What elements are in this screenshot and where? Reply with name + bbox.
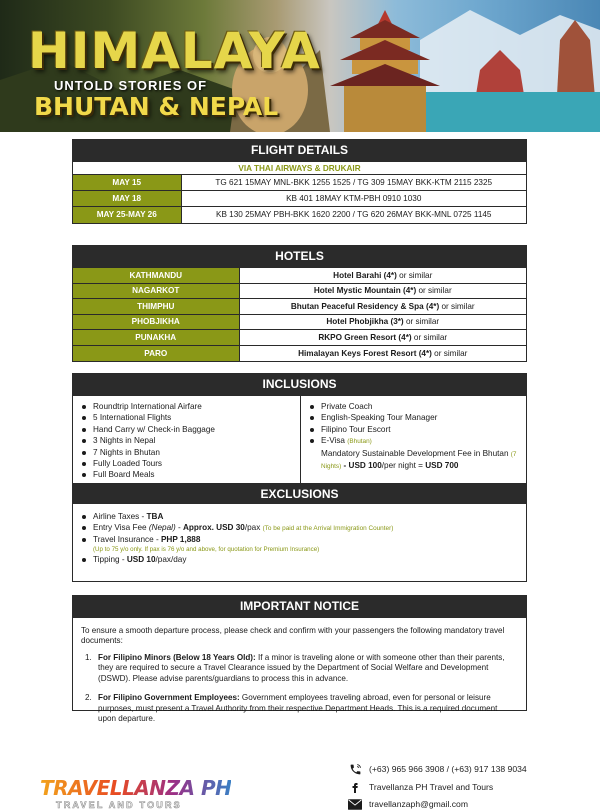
exclusion-text: Travel Insurance -	[93, 535, 161, 545]
hero-banner	[0, 0, 600, 132]
table-row	[73, 299, 526, 315]
hotel-name: Hotel Mystic Mountain (4*)	[313, 286, 417, 296]
hotel-cell	[239, 330, 526, 346]
inclusions-section	[72, 373, 527, 582]
notice-number: 2.	[85, 693, 92, 703]
list-item: Full Board Meals	[82, 469, 300, 480]
list-item: Private Coach	[310, 401, 526, 412]
list-item	[82, 554, 526, 565]
exclusions-list	[73, 504, 526, 565]
table-row	[73, 330, 526, 346]
exclusion-value: TBA	[146, 512, 164, 521]
table-row	[73, 175, 526, 191]
notice-title: For Filipino Minors (Below 18 Years Old):	[98, 653, 256, 662]
sdf-note: (7 Nights)	[321, 450, 517, 471]
inclusions-left-list	[73, 396, 301, 483]
hotel-suffix: or similar	[403, 317, 440, 327]
flight-detail: TG 621 15MAY MNL-BKK 1255 1525 / TG 309 15MAY BKK-KTM 2115 2325	[181, 175, 526, 191]
list-item	[82, 522, 526, 534]
hotels-section	[72, 245, 527, 362]
list-item: Fully Loaded Tours	[82, 458, 300, 469]
list-item	[81, 653, 516, 684]
flight-details-section	[72, 139, 527, 224]
table-row	[73, 314, 526, 330]
hotel-name: Hotel Phobjikha (3*)	[326, 317, 404, 327]
exclusion-unit: /pax	[244, 523, 263, 533]
notice-text: If a minor is traveling alone or with someone other than their parents, they are required to secure a Travel Clearance issued by the Department of Social Welfare and Development (DSWD). Please advise parents/guardians to process this in advance.	[98, 653, 505, 683]
sdf-rate: USD 100	[348, 461, 382, 471]
flight-date: MAY 15	[73, 175, 181, 191]
notice-intro: To ensure a smooth departure process, please check and confirm with your passengers the following mandatory travel documents:	[73, 617, 526, 646]
hotels-table	[73, 267, 526, 361]
pagoda-image	[330, 10, 440, 132]
facebook-icon	[348, 780, 362, 794]
hotel-city: KATHMANDU	[73, 268, 239, 284]
hotel-city: PHOBJIKHA	[73, 314, 239, 330]
phone-icon	[348, 762, 362, 776]
list-item: Filipino Tour Escort	[310, 424, 526, 435]
hotel-cell	[239, 283, 526, 299]
exclusion-text: Tipping -	[93, 554, 127, 564]
airline-line: VIA THAI AIRWAYS & DRUKAIR	[73, 161, 526, 174]
hotel-cell	[239, 299, 526, 315]
sdf-sep: -	[341, 461, 349, 471]
hotel-name: Hotel Barahi (4*)	[333, 270, 397, 280]
hotel-name: RKPO Green Resort (4*)	[318, 332, 412, 342]
inclusions-header: INCLUSIONS	[73, 374, 526, 395]
notice-list	[73, 646, 526, 724]
hotel-suffix: or similar	[439, 301, 475, 311]
hotel-name: Bhutan Peaceful Residency & Spa (4*)	[290, 301, 440, 311]
notice-title: For Filipino Government Employees:	[98, 693, 240, 703]
evisa-note: (Bhutan)	[347, 438, 372, 446]
hotel-cell	[239, 268, 526, 284]
exclusion-value: USD 10	[126, 554, 156, 564]
list-item: 3 Nights in Nepal	[82, 435, 300, 446]
exclusion-unit: /pax/day	[155, 554, 187, 564]
notice-number: 1.	[85, 653, 92, 662]
hotel-city: PARO	[73, 345, 239, 361]
exclusion-country: (Nepal)	[148, 523, 176, 533]
sdf-total: USD 700	[425, 461, 459, 471]
phone-numbers: (+63) 965 966 3908 / (+63) 917 138 9034	[369, 764, 527, 774]
notice-text: Government employees traveling abroad, even for personal or leisure purposes, must present a Travel Authority from their respective Department Heads. This is a required document upon departure.	[98, 693, 498, 724]
hotel-city: NAGARKOT	[73, 283, 239, 299]
mail-icon	[348, 797, 362, 810]
hotel-suffix: or similar	[416, 286, 452, 296]
notice-header: IMPORTANT NOTICE	[73, 596, 526, 617]
brand-name: TRAVELLANZA PH	[40, 776, 232, 800]
list-item: 5 International Flights	[82, 412, 300, 423]
flight-table	[73, 174, 526, 223]
hotel-cell	[239, 314, 526, 330]
banner-subtitle-main: BHUTAN & NEPAL	[34, 92, 279, 121]
banner-title: HIMALAYA	[28, 22, 321, 80]
insurance-note: (Up to 75 y/o only. If pax is 76 y/o and above, for quotation for Premium Insurance)	[93, 545, 320, 553]
hotel-suffix: or similar	[431, 348, 468, 358]
list-item: Roundtrip International Airfare	[82, 401, 300, 412]
contact-email	[348, 797, 468, 810]
exclusion-text: Entry Visa Fee	[93, 523, 149, 533]
important-notice-section	[72, 595, 527, 724]
brand-tagline: TRAVEL AND TOURS	[56, 800, 182, 810]
banner-subtitle-top: UNTOLD STORIES OF	[54, 78, 208, 93]
table-row	[73, 345, 526, 361]
hotel-cell	[239, 345, 526, 361]
contact-facebook	[348, 780, 493, 794]
facebook-page: Travellanza PH Travel and Tours	[369, 782, 494, 792]
list-item	[81, 693, 516, 724]
flight-detail: KB 401 18MAY KTM-PBH 0910 1030	[181, 191, 526, 207]
inclusions-right-list	[301, 396, 526, 483]
list-item: 7 Nights in Bhutan	[82, 447, 300, 458]
flight-date: MAY 18	[73, 191, 181, 207]
exclusions-header: EXCLUSIONS	[73, 483, 526, 504]
table-row	[73, 283, 526, 299]
exclusion-value: Approx. USD 30	[182, 523, 245, 533]
list-item: Hand Carry w/ Check-in Baggage	[82, 424, 300, 435]
list-item	[82, 511, 526, 522]
exclusion-text: Airline Taxes -	[93, 512, 147, 521]
flight-detail: KB 130 25MAY PBH-BKK 1620 2200 / TG 620 26MAY BKK-MNL 0725 1145	[181, 207, 526, 223]
hotel-suffix: or similar	[396, 270, 433, 280]
sdf-per: /per night =	[381, 461, 426, 471]
table-row	[73, 191, 526, 207]
list-item	[82, 534, 526, 545]
exclusion-value: PHP 1,888	[160, 535, 201, 545]
table-row	[73, 268, 526, 284]
flight-details-header: FLIGHT DETAILS	[73, 140, 526, 161]
contact-phone	[348, 762, 527, 776]
hotel-city: PUNAKHA	[73, 330, 239, 346]
hotel-name: Himalayan Keys Forest Resort (4*)	[298, 348, 432, 358]
sdf-text: Mandatory Sustainable Development Fee in Bhutan	[321, 448, 511, 458]
brand-logo	[40, 776, 231, 810]
exclusion-sep: -	[175, 523, 183, 533]
hotel-suffix: or similar	[411, 332, 448, 342]
hotels-header: HOTELS	[73, 246, 526, 267]
hotel-city: THIMPHU	[73, 299, 239, 315]
email-address: travellanzaph@gmail.com	[369, 799, 469, 809]
list-item: English-Speaking Tour Manager	[310, 412, 526, 423]
list-item	[310, 435, 526, 472]
exclusion-note: (To be paid at the Arrival Immigration Counter)	[262, 525, 394, 533]
table-row	[73, 207, 526, 223]
evisa-label: E-Visa	[321, 436, 348, 446]
flight-date: MAY 25-MAY 26	[73, 207, 181, 223]
inclusions-columns	[73, 395, 526, 483]
